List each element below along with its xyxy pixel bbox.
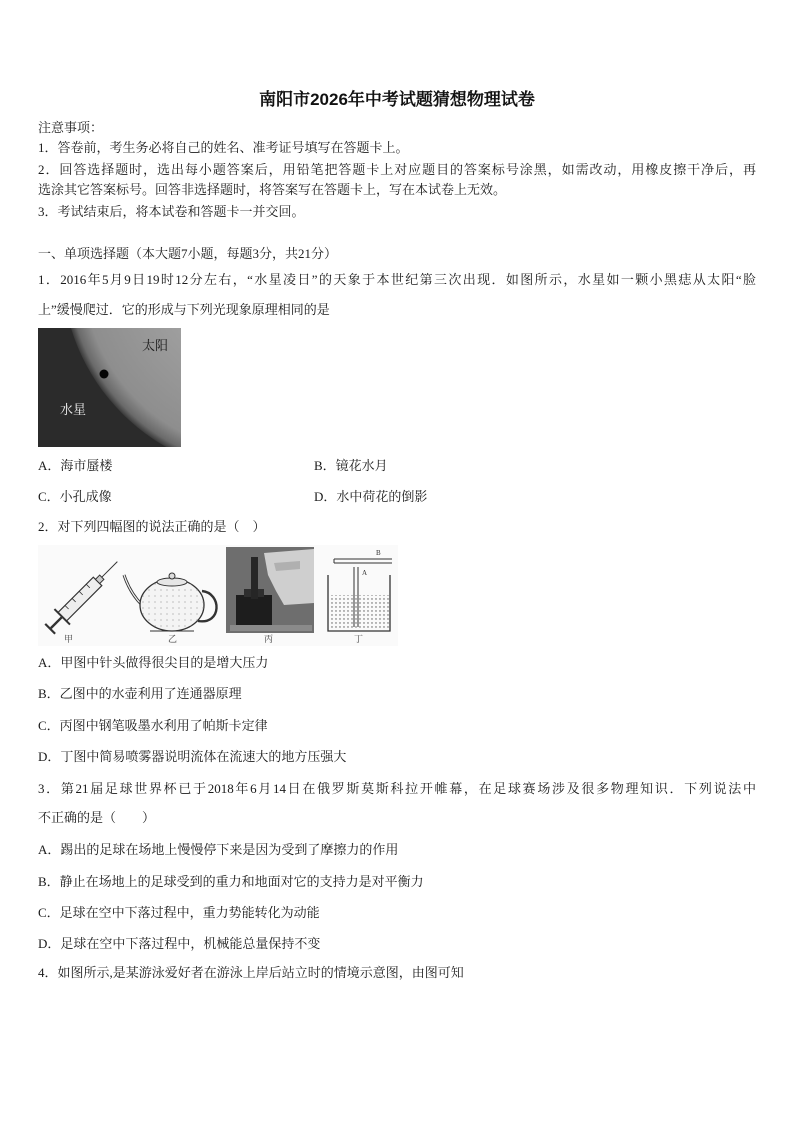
notice-line-4: 3．考试结束后，将本试卷和答题卡一并交回。 <box>38 204 305 219</box>
q3-stem-line-1: 3．第21届足球世界杯已于2018年6月14日在俄罗斯莫斯科拉开帷幕，在足球赛场涉及很多物理知识．下列说法中 <box>38 781 756 796</box>
q2-option-d: D．丁图中简易喷雾器说明流体在流速大的地方压强大 <box>38 749 347 764</box>
notice-line-1: 1．答卷前，考生务必将自己的姓名、准考证号填写在答题卡上。 <box>38 140 409 155</box>
q2-stem: 2．对下列四幅图的说法正确的是（ ） <box>38 519 266 534</box>
page-title: 南阳市2026年中考试题猜想物理试卷 <box>259 90 535 109</box>
pen-ink-figure <box>226 547 314 633</box>
q3-option-b: B．静止在场地上的足球受到的重力和地面对它的支持力是对平衡力 <box>38 874 424 889</box>
figure-label-ding: 丁 <box>354 634 364 644</box>
q1-option-c: C．小孔成像 <box>38 489 112 504</box>
q2-option-b: B．乙图中的水壶利用了连通器原理 <box>38 686 242 701</box>
q1-option-a: A．海市蜃楼 <box>38 458 113 473</box>
four-pictures-figure <box>38 545 398 646</box>
q1-stem-line-1: 1．2016年5月9日19时12分左右，“水星凌日”的天象于本世纪第三次出现．如图所示，水星如一颗小黑痣从太阳“脸 <box>38 272 756 287</box>
sun-label: 太阳 <box>142 338 169 353</box>
mercury-label: 水星 <box>60 402 87 417</box>
figure-label-yi: 乙 <box>168 634 178 644</box>
q2-option-a: A．甲图中针头做得很尖目的是增大压力 <box>38 655 269 670</box>
q3-option-c: C．足球在空中下落过程中，重力势能转化为动能 <box>38 905 320 920</box>
q1-option-b: B．镜花水月 <box>314 458 388 473</box>
q3-option-a: A．踢出的足球在场地上慢慢停下来是因为受到了摩擦力的作用 <box>38 842 399 857</box>
notice-line-2: 2．回答选择题时，选出每小题答案后，用铅笔把答题卡上对应题目的答案标号涂黑，如需改动，用橡皮擦干净后，再 <box>38 162 756 177</box>
mercury-transit-photo <box>38 328 181 447</box>
q4-stem: 4．如图所示,是某游泳爱好者在游泳上岸后站立时的情境示意图，由图可知 <box>38 965 464 980</box>
sprayer-mark-b: B <box>376 549 381 557</box>
q1-stem-line-2: 上”缓慢爬过．它的形成与下列光现象原理相同的是 <box>38 302 330 317</box>
q3-stem-line-2: 不正确的是（ ） <box>38 810 156 825</box>
notice-line-3: 选涂其它答案标号。回答非选择题时，将答案写在答题卡上，写在本试卷上无效。 <box>38 182 507 197</box>
sprayer-mark-a: A <box>362 569 368 577</box>
figure-label-bing: 丙 <box>264 634 274 644</box>
notice-heading: 注意事项： <box>38 120 104 135</box>
mercury-dot <box>100 370 109 379</box>
section-heading: 一、单项选择题（本大题7小题，每题3分，共21分） <box>38 246 338 261</box>
q1-option-d: D．水中荷花的倒影 <box>314 489 428 504</box>
figure-label-jia: 甲 <box>64 634 74 644</box>
q2-option-c: C．丙图中钢笔吸墨水利用了帕斯卡定律 <box>38 718 268 733</box>
q3-option-d: D．足球在空中下落过程中，机械能总量保持不变 <box>38 936 321 951</box>
